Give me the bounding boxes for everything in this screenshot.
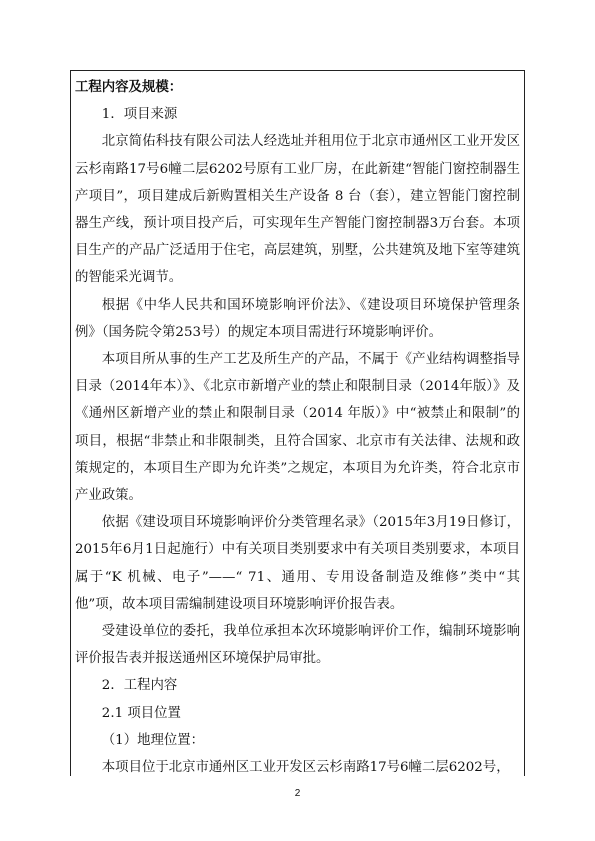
content-frame — [70, 70, 525, 776]
paragraph-commission: 受建设单位的委托，我单位承担本次环境影响评价工作，编制环境影响评价报告表并报送通州区环境保护局审批。 — [75, 624, 520, 667]
page-number: 2 — [294, 788, 301, 799]
section-heading: 工程内容及规模： — [75, 80, 183, 95]
document-body — [71, 71, 524, 776]
paragraph-industry-policy: 本项目所从事的生产工艺及所生产的产品，不属于《产业结构调整指导目录（2014年本）》、《北京市新增产业的禁止和限制目录（2014年版）》及《通州区新增产业的禁止和限制目录（2014 年版）》中“被禁止和限制”的项目，根据“非禁止和非限制类，且符合国家、北京市有关法律、法规和政策规定的，本项目生产即为允许类”之规定，本项目为允许类，符合北京市产业政策。 — [75, 352, 520, 504]
subsection-project-location: 2.1 项目位置 — [101, 705, 181, 721]
subsection-project-content: 2．工程内容 — [101, 678, 178, 694]
subsection-project-source: 1．项目来源 — [101, 107, 178, 123]
paragraph-project-overview: 北京简佑科技有限公司法人经选址并租用位于北京市通州区工业开发区云杉南路17号6幢二层6202号原有工业厂房，在此新建“智能门窗控制器生产项目”，项目建成后新购置相关生产设备 8 台（套），建立智能门窗控制器生产线，预计项目投产后，可实现年生产智能门窗控制器3万台套。本项目生产的产品广泛适用于住宅，高层建筑，别墅，公共建筑及地下室等建筑的智能采光调节。 — [75, 134, 520, 286]
paragraph-classification: 依据《建设项目环境影响评价分类管理名录》（2015年3月19日修订，2015年6月1日起施行）中有关项目类别要求中有关项目类别要求，本项目属于“K 机械、电子”——“ 71、通用、专用设备制造及维修”类中“其他”项，故本项目需编制建设项目环境影响评价报告表。 — [75, 515, 520, 612]
paragraph-legal-basis: 根据《中华人民共和国环境影响评价法》、《建设项目环境保护管理条例》（国务院令第253号）的规定本项目需进行环境影响评价。 — [75, 297, 520, 340]
paragraph-location-detail: 本项目位于北京市通州区工业开发区云杉南路17号6幢二层6202号， — [101, 760, 510, 776]
subsection-geographic-location: （1）地理位置： — [101, 732, 205, 748]
